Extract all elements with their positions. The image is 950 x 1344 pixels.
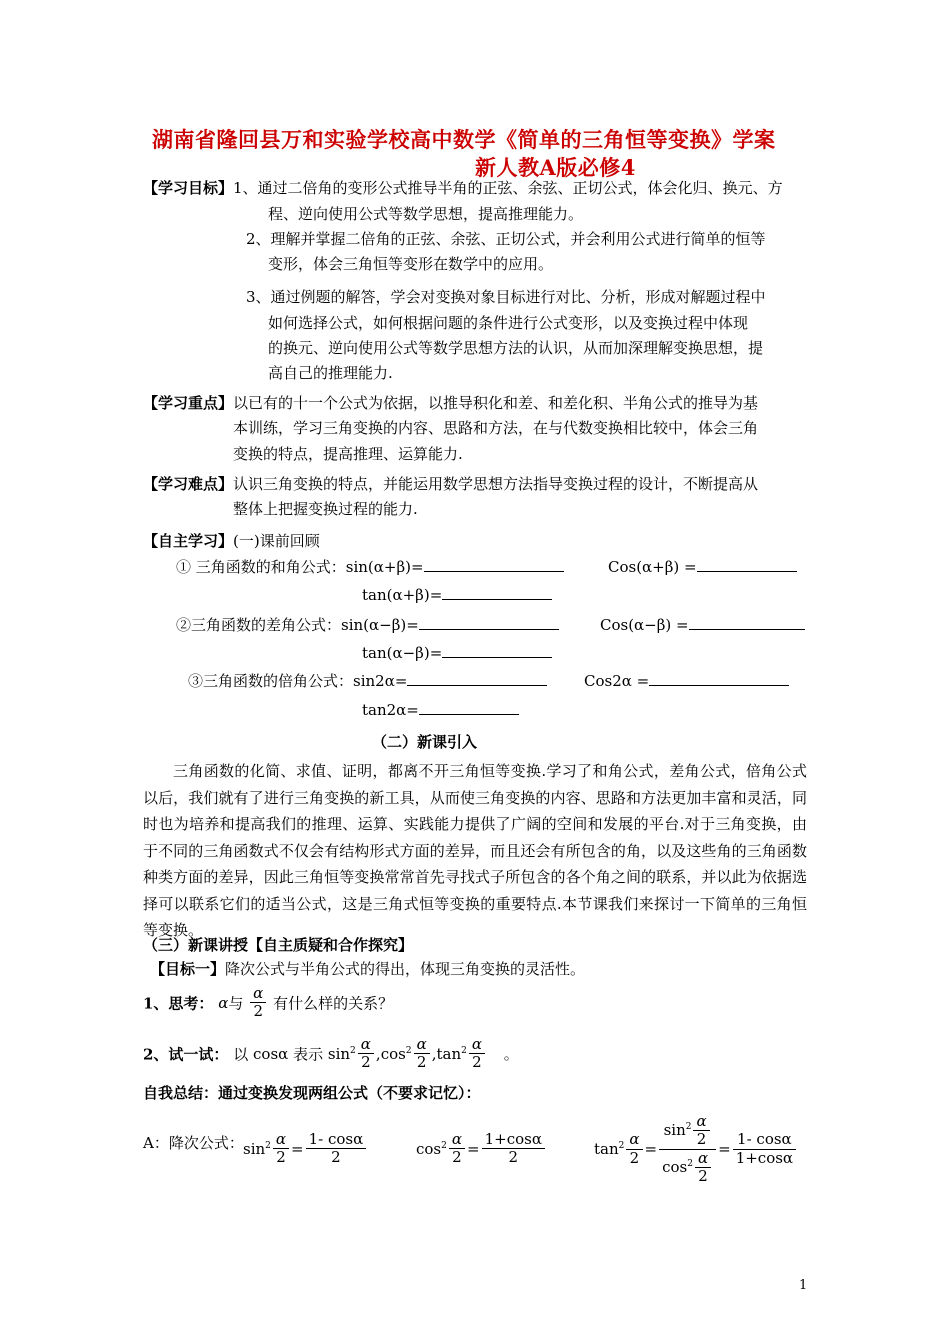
objective-3-cont3: 高自己的推理能力. (268, 364, 393, 382)
think-row (143, 985, 393, 1021)
diff-tan-row (362, 640, 552, 666)
difficulties-text: 认识三角变换的特点，并能运用数学思想方法指导变换过程的设计，不断提高从 (233, 475, 759, 493)
key-points-line1 (143, 390, 758, 416)
double-cos-blank[interactable] (649, 671, 789, 686)
fraction-denominator: 2 (253, 1002, 263, 1021)
fraction-numerator: α (250, 985, 266, 1003)
double-tan-blank[interactable] (419, 700, 519, 715)
think-mid: 与 (228, 994, 244, 1013)
sum-sin-blank[interactable] (424, 557, 564, 572)
key-points-line2: 本训练，学习三角变换的内容、思路和方法，在与代数变换相比较中，体会三角 (233, 419, 759, 437)
diff-sin: sin(α−β)= (341, 616, 419, 634)
alpha-half-fraction: $\frac{\alpha}{2}$ (358, 1036, 374, 1072)
diff-cos: Cos(α−β) = (600, 616, 689, 634)
goal-one-label: 【目标一】 (150, 960, 226, 978)
objectives-line1 (143, 175, 783, 201)
cos-squared-formula: $\cos^2$ $\frac{\alpha}{2}$ = $\frac{1+\cos\alpha}{2}$ (416, 1131, 547, 1167)
think-label: 1、思考： (143, 994, 214, 1013)
sin-squared: $\sin^2$ (327, 1044, 356, 1063)
alpha-half-fraction (250, 985, 266, 1021)
alpha-half-fraction: $\frac{\alpha}{2}$ (414, 1036, 430, 1072)
double-sin: sin2α= (353, 672, 408, 690)
diff-formula-row (176, 612, 559, 638)
objective-1-cont: 程、逆向使用公式等数学思想，提高推理能力。 (268, 205, 584, 223)
page-title-line1: 湖南省隆回县万和实验学校高中数学《简单的三角恒等变换》学案 (152, 127, 776, 152)
self-study-heading (143, 528, 320, 554)
double-formula-row (188, 668, 547, 694)
objective-2-text: 2、理解并掌握二倍角的正弦、余弦、正切公式，并会利用公式进行简单的恒等 (246, 230, 766, 248)
double-cos: Cos2α = (584, 672, 650, 690)
diff-tan: tan(α−β)= (362, 644, 443, 662)
sum-cos-blank[interactable] (697, 557, 797, 572)
try-row: 2、试一试： 以 cosα 表示 $\sin^2$ $\frac{\alpha}{2}$ $,\cos^2$ $\frac{\alpha}{2}$ $,\tan^2$ $\frac{\alpha}{2}$ 。 (143, 1035, 519, 1072)
sum-cos-row (608, 554, 797, 580)
objective-1-text: 1、通过二倍角的变形公式推导半角的正弦、余弦、正切公式，体会化归、换元、方 (233, 179, 783, 197)
difficulties-label: 【学习难点】 (143, 475, 234, 493)
intro-heading: （二）新课引入 (372, 733, 478, 751)
think-end: 有什么样的关系？ (273, 994, 394, 1013)
diff-sin-blank[interactable] (419, 615, 559, 630)
self-study-label: 【自主学习】 (143, 532, 234, 550)
tan-squared-formula: $\tan^2$ $\frac{\alpha}{2}$ = $\sin^2$ $\frac{\alpha}{2}$ $\cos^2$ $\frac{\alpha}{2}$ = $\frac{1- \cos\alpha}{1+\cos\alpha}$ (594, 1113, 798, 1185)
lesson-heading: （三）新课讲授【自主质疑和合作探究】 (143, 936, 414, 954)
objective-3-cont2: 的换元、逆向使用公式等数学思想方法的认识，从而加深理解变换思想，提 (268, 339, 764, 357)
sum-label: ① 三角函数的和角公式： (176, 558, 346, 576)
try-end: 。 (503, 1045, 519, 1064)
key-points-line3: 变换的特点，提高推理、运算能力. (233, 445, 463, 463)
diff-tan-blank[interactable] (442, 643, 552, 658)
intro-paragraph: 三角函数的化简、求值、证明，都离不开三角恒等变换.学习了和角公式，差角公式，倍角公式以后，我们就有了进行三角变换的新工具，从而使三角变换的内容、思路和方法更加丰富和灵活，同时也为培养和提高我们的推理、运算、实践能力提供了广阔的空间和发展的平台.对于三角变换，由于不同的三角函数式不仅会有结构形式方面的差异，而且还会有所包含的角，以及这些角的三角函数种类方面的差异，因此三角恒等变换常常首先寻找式子所包含的各个角之间的联系，并以此为依据选择可以联系它们的适当公式，这是三角式恒等变换的重要特点.本节课我们来探讨一下简单的三角恒等变换。 (143, 762, 807, 939)
sum-tan-blank[interactable] (442, 585, 552, 600)
diff-cos-row (600, 612, 805, 638)
double-cos-row (584, 668, 789, 694)
double-tan: tan2α= (362, 701, 419, 719)
sum-formula-row (176, 554, 564, 580)
sum-cos: Cos(α+β) = (608, 558, 697, 576)
objectives-label: 【学习目标】 (143, 179, 234, 197)
goal-one-text: 降次公式与半角公式的得出，体现三角变换的灵活性。 (225, 960, 586, 978)
tan-squared: $\tan^2$ (436, 1044, 467, 1063)
difficulties-line1 (143, 471, 758, 497)
difficulties-line2: 整体上把握变换过程的能力. (233, 500, 418, 518)
cos-alpha: cosα (253, 1044, 289, 1063)
key-points-text: 以已有的十一个公式为依据，以推导积化和差、和差化积、半角公式的推导为基 (233, 394, 759, 412)
alpha-half-fraction: $\frac{\alpha}{2}$ (469, 1036, 485, 1072)
self-study-sub: (一)课前回顾 (233, 532, 320, 550)
double-label: ③三角函数的倍角公式： (188, 672, 354, 690)
goal-one-row (150, 956, 585, 982)
sum-tan-row (362, 582, 552, 608)
try-text2: 表示 (293, 1045, 324, 1064)
key-points-label: 【学习重点】 (143, 394, 234, 412)
sum-sin: sin(α+β)= (345, 558, 424, 576)
objective-3-cont1: 如何选择公式，如何根据问题的条件进行公式变形，以及变换过程中体现 (268, 314, 749, 332)
objective-2-cont: 变形，体会三角恒等变形在数学中的应用。 (268, 255, 554, 273)
sum-tan: tan(α+β)= (362, 586, 443, 604)
cos-squared: $\cos^2$ (380, 1044, 412, 1063)
objective-3-text: 3、通过例题的解答，学会对变换对象目标进行对比、分析，形成对解题过程中 (246, 288, 766, 306)
try-label: 2、试一试： (143, 1045, 229, 1064)
diff-cos-blank[interactable] (689, 615, 805, 630)
double-tan-row (362, 697, 519, 723)
page-number: 1 (799, 1278, 808, 1293)
try-text1: 以 (233, 1045, 249, 1064)
alpha-symbol: α (218, 993, 229, 1012)
page-title-line2: 新人教A版必修4 (475, 155, 636, 180)
diff-label: ②三角函数的差角公式： (176, 616, 342, 634)
reduction-label: A：降次公式： (143, 1134, 244, 1152)
sin-squared-formula: $\sin^2$ $\frac{\alpha}{2}$ = $\frac{1- \cos\alpha}{2}$ (243, 1131, 368, 1167)
double-sin-blank[interactable] (407, 671, 547, 686)
summary-text: 自我总结：通过变换发现两组公式（不要求记忆）： (143, 1084, 481, 1102)
